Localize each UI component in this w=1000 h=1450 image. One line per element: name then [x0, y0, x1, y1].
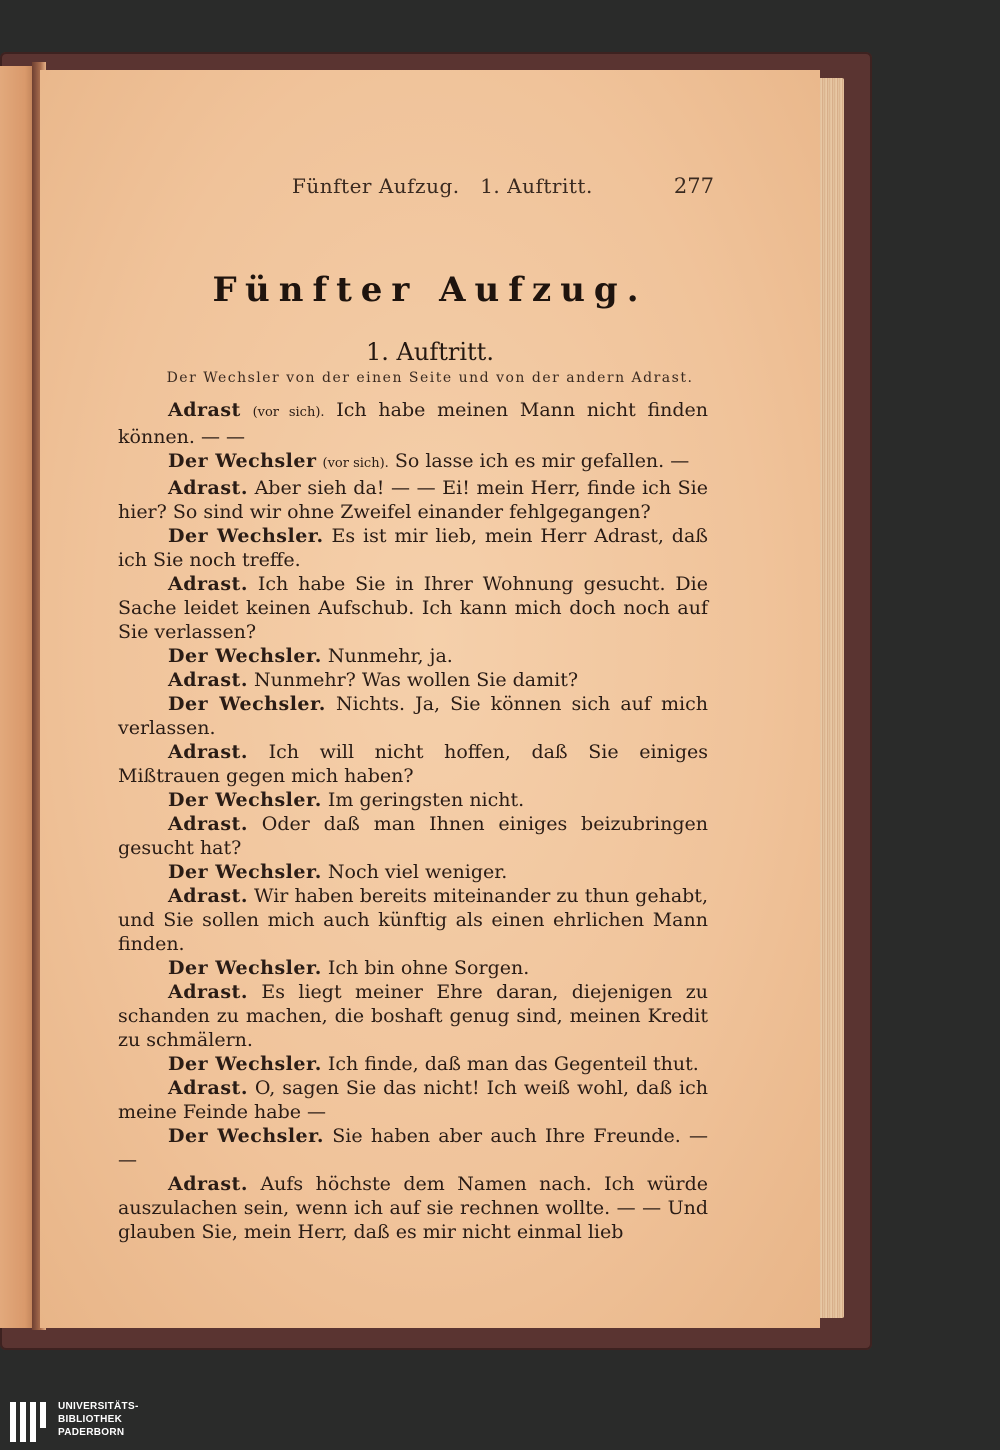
speaker-name: Der Wechsler	[168, 450, 317, 472]
dialogue-paragraph	[118, 1172, 708, 1244]
speech-text: Ich will nicht hoffen, daß Sie einiges Mißtrauen gegen mich haben?	[118, 741, 708, 787]
speaker-name: Der Wechsler.	[168, 525, 324, 547]
dialogue-paragraph	[118, 476, 708, 524]
speech-text: Aufs höchste dem Namen nach. Ich würde auszulachen sein, wenn ich auf sie rechnen wollte. — — Und glauben Sie, mein Herr, daß es mir nicht einmal lieb	[118, 1173, 709, 1243]
dialogue-paragraph	[118, 980, 708, 1052]
speech-text: Nunmehr? Was wollen Sie damit?	[253, 669, 579, 691]
running-head	[40, 174, 820, 204]
speech-text: Ich finde, daß man das Gegenteil thut.	[327, 1053, 699, 1075]
dialogue-paragraph	[118, 692, 708, 740]
dialogue-paragraph	[118, 398, 708, 449]
speech-text: Im geringsten nicht.	[327, 789, 525, 811]
speaker-name: Adrast.	[168, 1077, 248, 1099]
speaker-name: Adrast.	[168, 573, 248, 595]
dialogue-paragraph	[118, 644, 708, 668]
speaker-name: Der Wechsler.	[168, 693, 326, 715]
speech-text: Nichts. Ja, Sie können sich auf mich verlassen.	[118, 693, 708, 739]
speaker-name: Adrast	[168, 399, 241, 421]
dialogue-paragraph	[118, 1124, 708, 1172]
act-title: Fünfter Aufzug.	[212, 270, 648, 310]
speech-text: Wir haben bereits miteinander zu thun gehabt, und Sie sollen mich auch künftig als einen ehrlichen Mann finden.	[118, 885, 708, 955]
library-logo-mark-icon	[8, 1400, 48, 1444]
dialogue-paragraph	[118, 1052, 708, 1076]
speaker-name: Adrast.	[168, 813, 248, 835]
left-page-edge	[0, 66, 36, 1328]
dialogue-paragraph	[118, 884, 708, 956]
speaker-name: Der Wechsler.	[168, 789, 322, 811]
dialogue-text	[118, 398, 708, 1244]
speaker-name: Adrast.	[168, 885, 248, 907]
speaker-name: Adrast.	[168, 669, 248, 691]
speech-text: Ich habe Sie in Ihrer Wohnung gesucht. Die Sache leidet keinen Aufschub. Ich kann mich doch noch auf Sie verlassen?	[118, 573, 708, 643]
library-logo-line: BIBLIOTHEK	[58, 1414, 123, 1425]
running-head-title: Fünfter Aufzug. 1. Auftritt.	[292, 174, 593, 198]
speaker-name: Der Wechsler.	[168, 1125, 325, 1147]
speaker-name: Der Wechsler.	[168, 645, 322, 667]
library-logo-line: UNIVERSITÄTS-	[58, 1401, 139, 1412]
speech-text: Sie haben aber auch Ihre Freunde. — —	[118, 1125, 708, 1171]
dialogue-paragraph	[118, 860, 708, 884]
scene-title: 1. Auftritt.	[366, 338, 494, 366]
dialogue-paragraph	[118, 1076, 708, 1124]
dialogue-paragraph	[118, 956, 708, 980]
speech-text: So lasse ich es mir gefallen. —	[394, 450, 690, 472]
speaker-name: Der Wechsler.	[168, 1053, 322, 1075]
speaker-direction: (vor sich).	[322, 456, 389, 471]
dialogue-paragraph	[118, 740, 708, 788]
speech-text: O, sagen Sie das nicht! Ich weiß wohl, daß ich meine Feinde habe —	[118, 1077, 708, 1123]
speech-text: Es ist mir lieb, mein Herr Adrast, daß ich Sie noch treffe.	[118, 525, 708, 571]
speaker-name: Adrast.	[168, 477, 248, 499]
dialogue-paragraph	[118, 812, 708, 860]
speech-text: Oder daß man Ihnen einiges beizubringen gesucht hat?	[118, 813, 708, 859]
speech-text: Aber sieh da! — — Ei! mein Herr, finde ich Sie hier? So sind wir ohne Zweifel einander fehlgegangen?	[118, 477, 709, 523]
dialogue-paragraph	[118, 788, 708, 812]
page-number: 277	[673, 174, 714, 198]
speaker-name: Adrast.	[168, 981, 248, 1003]
library-logo-line: PADERBORN	[58, 1427, 125, 1438]
speaker-name: Adrast.	[168, 1173, 248, 1195]
dialogue-paragraph	[118, 449, 708, 476]
speech-text: Noch viel weniger.	[327, 861, 508, 883]
library-logo-text	[58, 1400, 139, 1439]
stage-direction: Der Wechsler von der einen Seite und von der andern Adrast.	[166, 370, 694, 386]
speech-text: Nunmehr, ja.	[327, 645, 453, 667]
speaker-direction: (vor sich).	[252, 405, 325, 420]
speaker-name: Der Wechsler.	[168, 957, 322, 979]
book-page	[40, 70, 820, 1328]
dialogue-paragraph	[118, 572, 708, 644]
dialogue-paragraph	[118, 668, 708, 692]
speaker-name: Adrast.	[168, 741, 248, 763]
speech-text: Es liegt meiner Ehre daran, diejenigen zu schanden zu machen, die boshaft genug sind, meinen Kredit zu schmälern.	[118, 981, 708, 1051]
speaker-name: Der Wechsler.	[168, 861, 322, 883]
speech-text: Ich habe meinen Mann nicht finden können. — —	[118, 399, 708, 448]
speech-text: Ich bin ohne Sorgen.	[327, 957, 530, 979]
library-logo	[8, 1398, 158, 1446]
dialogue-paragraph	[118, 524, 708, 572]
